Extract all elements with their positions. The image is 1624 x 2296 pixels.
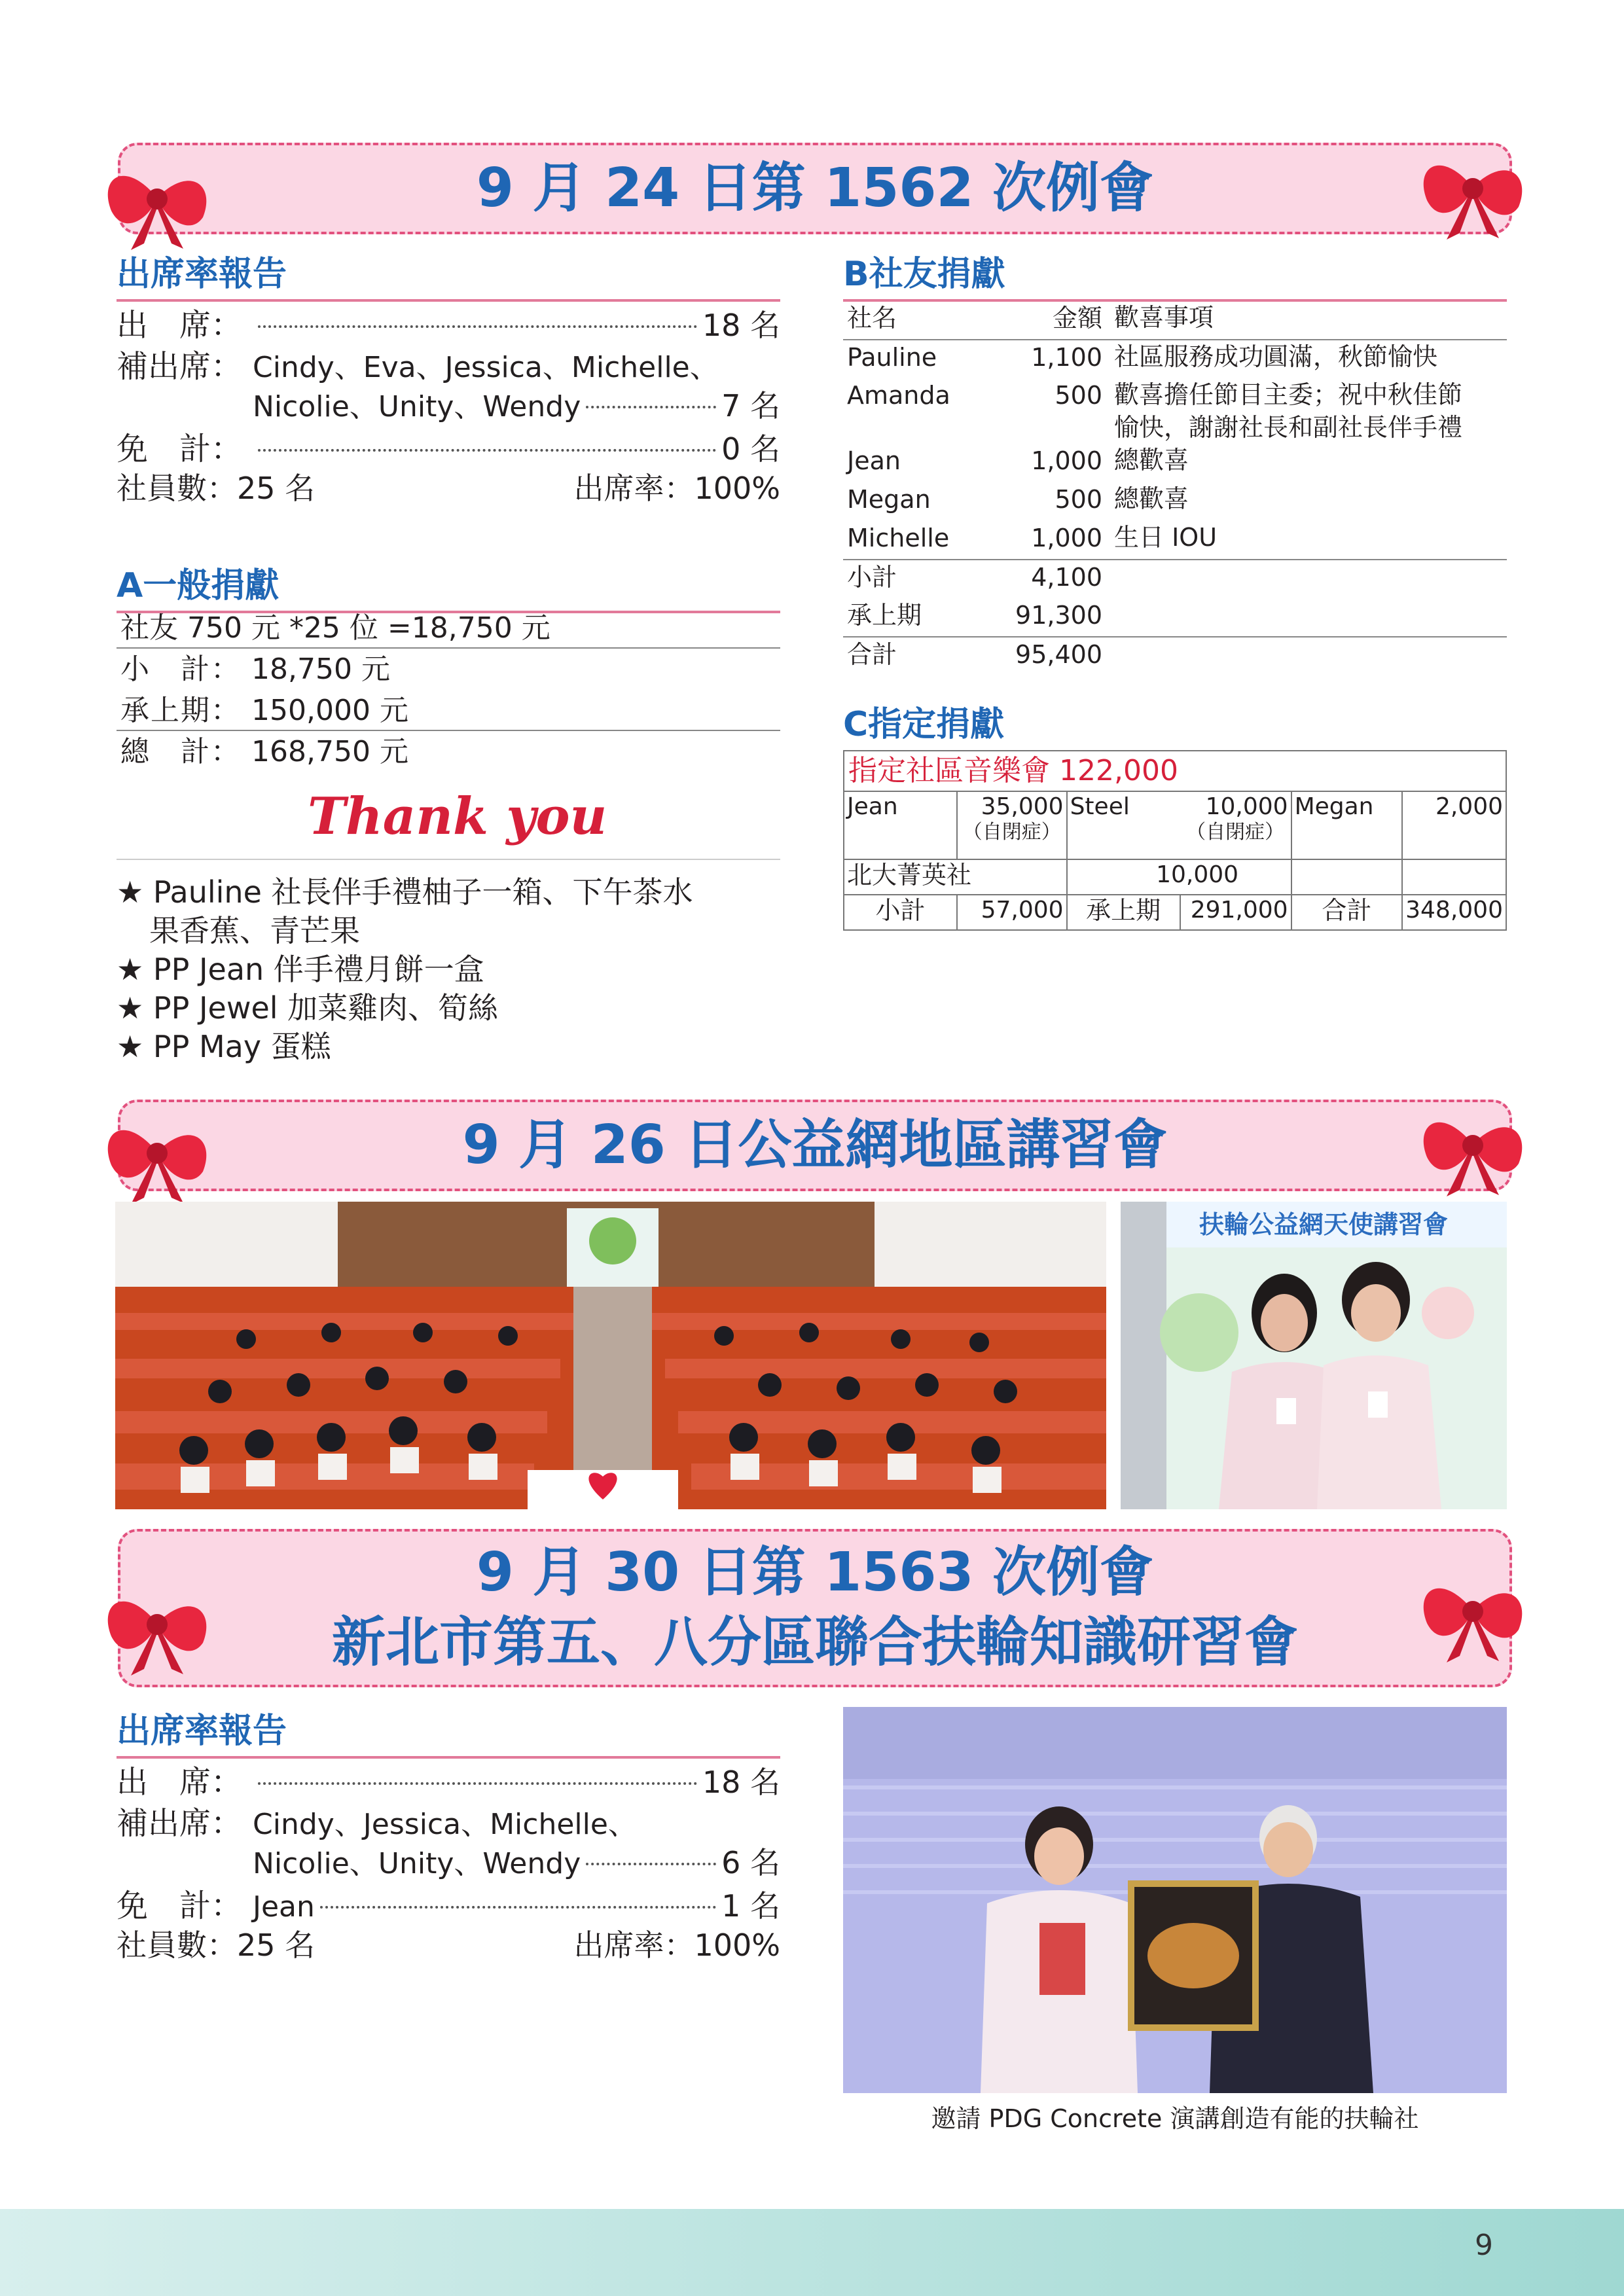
banner-title: 9 月 24 日第 1562 次例會 [476, 156, 1154, 219]
general-donation-line: 社友 750 元 *25 位 =18,750 元 [117, 607, 780, 649]
designated-donation-title: C指定捐獻 [843, 705, 1005, 744]
excused-count: 0 名 [721, 431, 780, 467]
carry-value: 291,000 [1180, 895, 1291, 930]
award-presentation-photo [843, 1707, 1507, 2093]
dot-leader [258, 325, 697, 328]
attendance-summary [117, 1922, 780, 1969]
carry-row [117, 690, 780, 731]
list-item: ★ Pauline 社長伴手禮柚子一箱、下午茶水 [117, 874, 693, 910]
attendance-report-1 [117, 300, 780, 512]
present-label: 出 席： [117, 307, 243, 344]
donor-name: Megan [1291, 791, 1403, 859]
donor-amount [957, 791, 1067, 859]
makeup-row [117, 341, 780, 385]
dot-leader [586, 406, 716, 408]
makeup-count: 7 名 [721, 388, 780, 423]
banner-title-line-2: 新北市第五、八分區聯合扶輪知識研習會 [331, 1611, 1298, 1674]
total-value: 348,000 [1402, 895, 1506, 930]
carry-label: 承上期 [1067, 895, 1180, 930]
seminar-group-photo [115, 1202, 1106, 1509]
attendance-report-2 [117, 1757, 780, 1969]
member-donation-title: B社友捐獻 [843, 246, 1507, 302]
donor-name: 北大菁英社 [844, 859, 1067, 895]
subtotal-value: 4,100 [1031, 563, 1102, 592]
excused-label: 免 計： [117, 1888, 243, 1924]
makeup-names: Nicolie、Unity、Wendy [253, 1847, 581, 1880]
row-note-line: 愉快，謝謝社長和副社長伴手禮 [1114, 413, 1463, 442]
ribbon-bow-icon [98, 1571, 216, 1676]
table-row [843, 482, 1507, 521]
total-label: 合計 [847, 640, 897, 669]
dot-leader [258, 449, 716, 452]
gift-list [117, 873, 791, 1066]
women-photo-illustration [1121, 1202, 1507, 1509]
list-item: 果香蕉、青芒果 [149, 913, 360, 948]
makeup-label: 補出席： [117, 348, 243, 385]
attendance-report-title: 出席率報告 [117, 1703, 780, 1759]
makeup-label: 補出席： [117, 1805, 243, 1842]
col-header-name: 社名 [843, 301, 1007, 340]
row-note: 總歡喜 [1114, 446, 1189, 475]
subtotal-row [117, 649, 780, 690]
excused-label: 免 計： [117, 431, 243, 467]
designated-header: 指定社區音樂會 122,000 [844, 751, 1506, 791]
table-header-row [843, 301, 1507, 340]
table-row [843, 444, 1507, 482]
row-name: Michelle [843, 521, 1007, 560]
total-row [843, 637, 1507, 675]
attendance-summary [117, 465, 780, 512]
subtotal-row [843, 560, 1507, 598]
subtotal-value: 18,750 元 [251, 653, 390, 686]
two-women-photo [1121, 1202, 1507, 1509]
donor-name: Jean [844, 791, 957, 859]
table-row [843, 378, 1507, 444]
excused-names: Jean [253, 1890, 315, 1924]
total-value: 168,750 元 [251, 735, 408, 768]
makeup-row [117, 1798, 780, 1842]
excused-count: 1 名 [721, 1888, 780, 1924]
attendance-rate: 出席率：100% [573, 1928, 780, 1963]
amount-note: （自閉症） [962, 821, 1061, 844]
carry-value: 150,000 元 [251, 694, 408, 727]
makeup-count: 6 名 [721, 1845, 780, 1880]
dot-leader [586, 1863, 716, 1865]
col-header-note: 歡喜事項 [1105, 301, 1507, 340]
banner-title-line-1: 9 月 30 日第 1563 次例會 [476, 1541, 1154, 1604]
donor-amount: 10,000 [1067, 859, 1291, 895]
row-amount: 1,100 [1031, 343, 1102, 372]
page-footer-band [0, 2209, 1624, 2296]
donor-name: Steel [1067, 791, 1180, 859]
donor-amount [1180, 791, 1291, 859]
meeting-1562-banner [118, 143, 1512, 234]
ribbon-bow-icon [98, 1100, 216, 1204]
row-note [1105, 378, 1507, 444]
col-header-amount: 金額 [1007, 301, 1105, 340]
excused-row [117, 1880, 780, 1922]
row-amount: 1,000 [1031, 446, 1102, 475]
seminar-sign: 扶輪公益網天使講習會 [1199, 1210, 1449, 1239]
subtotal-label: 小 計： [120, 653, 241, 686]
list-item: ★ PP May 蛋糕 [117, 1029, 331, 1064]
row-name: Megan [847, 485, 931, 514]
table-row [843, 521, 1507, 560]
attendance-report-title: 出席率報告 [117, 246, 780, 302]
subtotal-row [844, 895, 1506, 930]
present-label: 出 席： [117, 1764, 243, 1801]
seminar-banner [118, 1100, 1512, 1191]
member-donation-table [843, 301, 1507, 675]
table-header-row [844, 751, 1506, 791]
makeup-row-2 [117, 1839, 780, 1880]
row-note: 社區服務成功圓滿，秋節愉快 [1114, 342, 1438, 371]
award-photo-illustration [843, 1707, 1507, 2093]
makeup-row-2 [117, 382, 780, 423]
row-amount: 500 [1055, 485, 1102, 514]
present-row [117, 1757, 780, 1801]
total-label: 總 計： [120, 735, 241, 768]
dot-leader [258, 1782, 697, 1785]
row-note: 總歡喜 [1114, 484, 1189, 513]
list-item: ★ PP Jean 伴手禮月餅一盒 [117, 952, 484, 987]
meeting-1563-banner [118, 1529, 1512, 1687]
makeup-names: Cindy、Jessica、Michelle、 [253, 1808, 637, 1841]
donor-amount: 2,000 [1402, 791, 1506, 859]
excused-row [117, 423, 780, 465]
table-row [844, 791, 1506, 859]
row-note-line: 歡喜擔任節目主委；祝中秋佳節 [1114, 380, 1463, 409]
amount-value: 35,000 [981, 793, 1064, 820]
makeup-names: Nicolie、Unity、Wendy [253, 390, 581, 423]
total-value: 95,400 [1015, 640, 1102, 669]
carry-row [843, 598, 1507, 637]
designated-donation-table [843, 750, 1507, 931]
table-row [844, 859, 1506, 895]
carry-label: 承上期： [120, 694, 241, 727]
table-row [843, 340, 1507, 378]
list-item: ★ PP Jewel 加菜雞肉、筍絲 [117, 990, 499, 1026]
ribbon-bow-icon [1414, 135, 1532, 240]
subtotal-value: 57,000 [957, 895, 1067, 930]
row-name: Pauline [847, 343, 937, 372]
subtotal-label: 小計 [847, 563, 897, 592]
general-donation-title: A一般捐獻 [117, 558, 780, 613]
row-name: Amanda [847, 381, 950, 410]
present-count: 18 名 [702, 308, 780, 343]
total-row [117, 731, 780, 772]
amount-note: （自閉症） [1186, 821, 1285, 844]
thank-you-script: Thank you [308, 787, 607, 846]
carry-value: 91,300 [1007, 598, 1105, 637]
ribbon-bow-icon [1414, 1558, 1532, 1662]
divider [117, 859, 780, 860]
row-amount: 1,000 [1007, 521, 1105, 560]
row-note: 生日 IOU [1105, 521, 1507, 560]
dot-leader [320, 1906, 716, 1909]
general-donation [117, 607, 780, 772]
ribbon-bow-icon [98, 145, 216, 250]
row-amount: 500 [1055, 381, 1102, 410]
group-photo-illustration [115, 1202, 1106, 1509]
row-name: Jean [847, 446, 901, 475]
member-count: 社員數：25 名 [117, 471, 316, 506]
total-label: 合計 [1291, 895, 1403, 930]
subtotal-label: 小計 [844, 895, 957, 930]
makeup-names: Cindy、Eva、Jessica、Michelle、 [253, 351, 719, 384]
ribbon-bow-icon [1414, 1092, 1532, 1196]
member-count: 社員數：25 名 [117, 1928, 316, 1963]
present-count: 18 名 [702, 1765, 780, 1800]
page-number: 9 [1475, 2229, 1493, 2262]
banner-title: 9 月 26 日公益網地區講習會 [462, 1113, 1168, 1176]
photo-caption: 邀請 PDG Concrete 演講創造有能的扶輪社 [931, 2104, 1419, 2133]
amount-value: 10,000 [1205, 793, 1288, 820]
carry-label: 承上期 [843, 598, 1007, 637]
attendance-rate: 出席率：100% [573, 471, 780, 506]
present-row [117, 300, 780, 344]
